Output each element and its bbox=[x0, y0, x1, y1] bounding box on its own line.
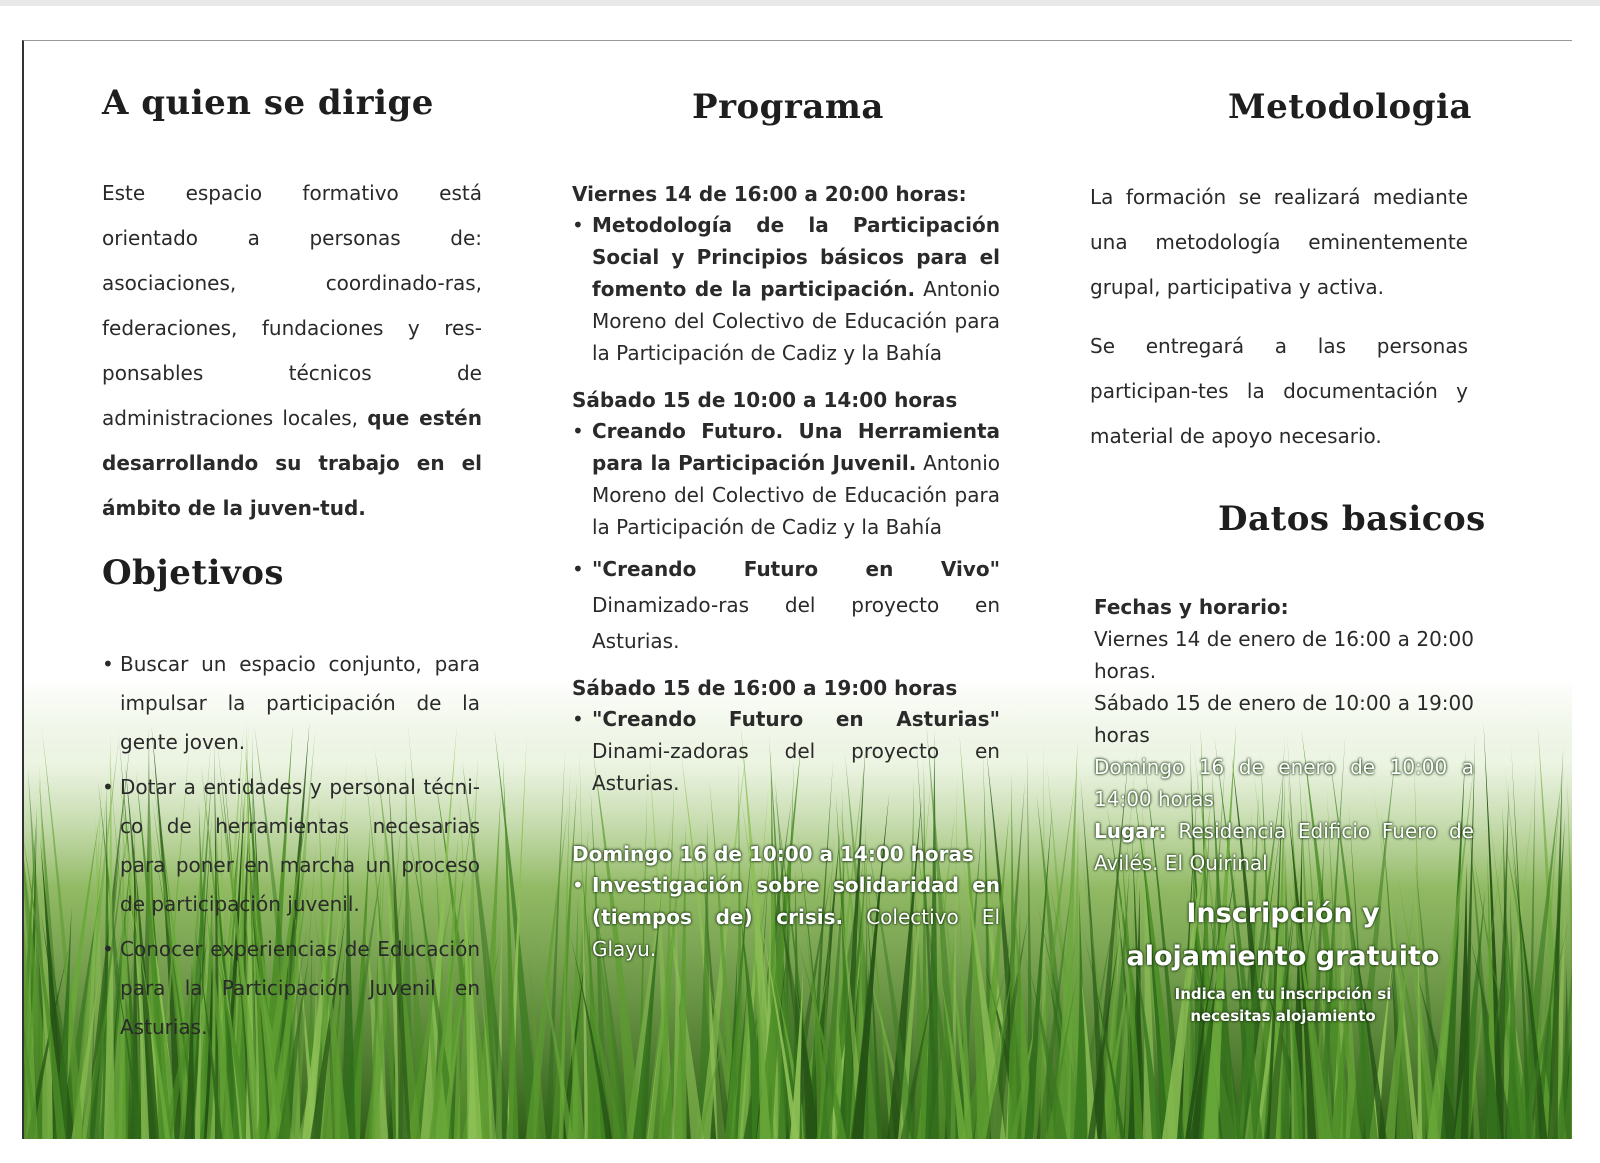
programa-item-speaker: Dinami-zadoras del proyecto en Asturias. bbox=[592, 739, 1000, 795]
programa-item-speaker: Dinamizado-ras del proyecto en Asturias. bbox=[592, 593, 1000, 653]
intro-paragraph bbox=[102, 171, 482, 531]
programa-item bbox=[572, 869, 1000, 965]
programa-item bbox=[572, 415, 1000, 543]
lugar-label: Lugar: bbox=[1094, 819, 1167, 843]
lugar-value: Residencia Edificio Fuero de Avilés. El Quirinal bbox=[1094, 819, 1474, 875]
metodologia-block bbox=[1090, 175, 1468, 459]
intro-plain: Este espacio formativo está orientado a personas de: asociaciones, coordinado-ras, federaciones, fundaciones y res-ponsables técnicos de administraciones locales, bbox=[102, 181, 482, 430]
programa-day-sabado-morning: Sábado 15 de 10:00 a 14:00 horas bbox=[572, 388, 958, 412]
programa-item-title: Metodología de la Participación Social y Principios básicos para el fomento de la participación. bbox=[592, 213, 1000, 301]
programa-item-title: "Creando Futuro en Asturias" bbox=[592, 707, 1000, 731]
programa-item-speaker: Colectivo El Glayu. bbox=[592, 905, 1000, 961]
datos-basicos-block bbox=[1094, 591, 1474, 879]
cta-line-2: alojamiento gratuito bbox=[1126, 941, 1440, 972]
cta-note: Indica en tu inscripción si necesitas alojamiento bbox=[1174, 985, 1392, 1025]
programa-item bbox=[572, 703, 1000, 799]
programa-item bbox=[572, 209, 1000, 369]
fecha-domingo: Domingo 16 de enero de 10:00 a 14:00 horas bbox=[1094, 755, 1474, 811]
scan-edge bbox=[0, 0, 1600, 6]
heading-metodologia: Metodologia bbox=[1228, 87, 1472, 127]
objective-item: • Buscar un espacio conjunto, para impulsar la participación de la gente joven. bbox=[102, 645, 480, 762]
programa-day-sabado-afternoon: Sábado 15 de 16:00 a 19:00 horas bbox=[572, 676, 958, 700]
fecha-sabado: Sábado 15 de enero de 10:00 a 19:00 horas bbox=[1094, 691, 1474, 747]
metodologia-paragraph-2: Se entregará a las personas participan-tes la documentación y material de apoyo necesario. bbox=[1090, 334, 1468, 448]
programa-day-domingo: Domingo 16 de 10:00 a 14:00 horas bbox=[572, 842, 974, 866]
metodologia-paragraph-1: La formación se realizará mediante una metodología eminentemente grupal, participativa y activa. bbox=[1090, 185, 1468, 299]
objective-item: • Conocer experiencias de Educación para la Participación Juvenil en Asturias. bbox=[102, 930, 480, 1047]
programa-block bbox=[572, 179, 1000, 965]
programa-item-title: Investigación sobre solidaridad en (tiempos de) crisis. bbox=[592, 873, 1000, 929]
programa-item bbox=[572, 551, 1000, 659]
objectives-block bbox=[102, 645, 480, 1047]
fecha-viernes: Viernes 14 de enero de 16:00 a 20:00 horas. bbox=[1094, 627, 1474, 683]
programa-item-speaker: Antonio Moreno del Colectivo de Educación para la Participación de Cadiz y la Bahía bbox=[592, 451, 1000, 539]
fechas-label-text: Fechas y horario: bbox=[1094, 595, 1289, 619]
lugar bbox=[1094, 815, 1474, 879]
programa-day-viernes: Viernes 14 de 16:00 a 20:00 horas: bbox=[572, 182, 967, 206]
heading-objetivos: Objetivos bbox=[102, 553, 285, 593]
programa-item-title: Creando Futuro. Una Herramienta para la Participación Juvenil. bbox=[592, 419, 1000, 475]
programa-item-title: "Creando Futuro en Vivo" bbox=[592, 557, 1000, 581]
objectives-list bbox=[102, 645, 480, 1047]
fechas-label bbox=[1094, 591, 1474, 623]
col1-intro-block bbox=[102, 171, 482, 531]
objective-item: • Dotar a entidades y personal técni-co de herramientas necesarias para poner en marcha un proceso de participación juvenil. bbox=[102, 768, 480, 924]
intro-bold: que estén desarrollando su trabajo en el ámbito de la juven-tud. bbox=[102, 406, 482, 520]
inscripcion-cta bbox=[1088, 891, 1478, 1027]
heading-datos-basicos: Datos basicos bbox=[1218, 499, 1486, 539]
programa-item-speaker: Antonio Moreno del Colectivo de Educación para la Participación de Cadiz y la Bahía bbox=[592, 277, 1000, 365]
brochure-sheet bbox=[22, 40, 1572, 1139]
heading-a-quien-se-dirige: A quien se dirige bbox=[102, 83, 434, 123]
cta-line-1: Inscripción y bbox=[1186, 898, 1380, 929]
heading-programa: Programa bbox=[692, 87, 884, 127]
